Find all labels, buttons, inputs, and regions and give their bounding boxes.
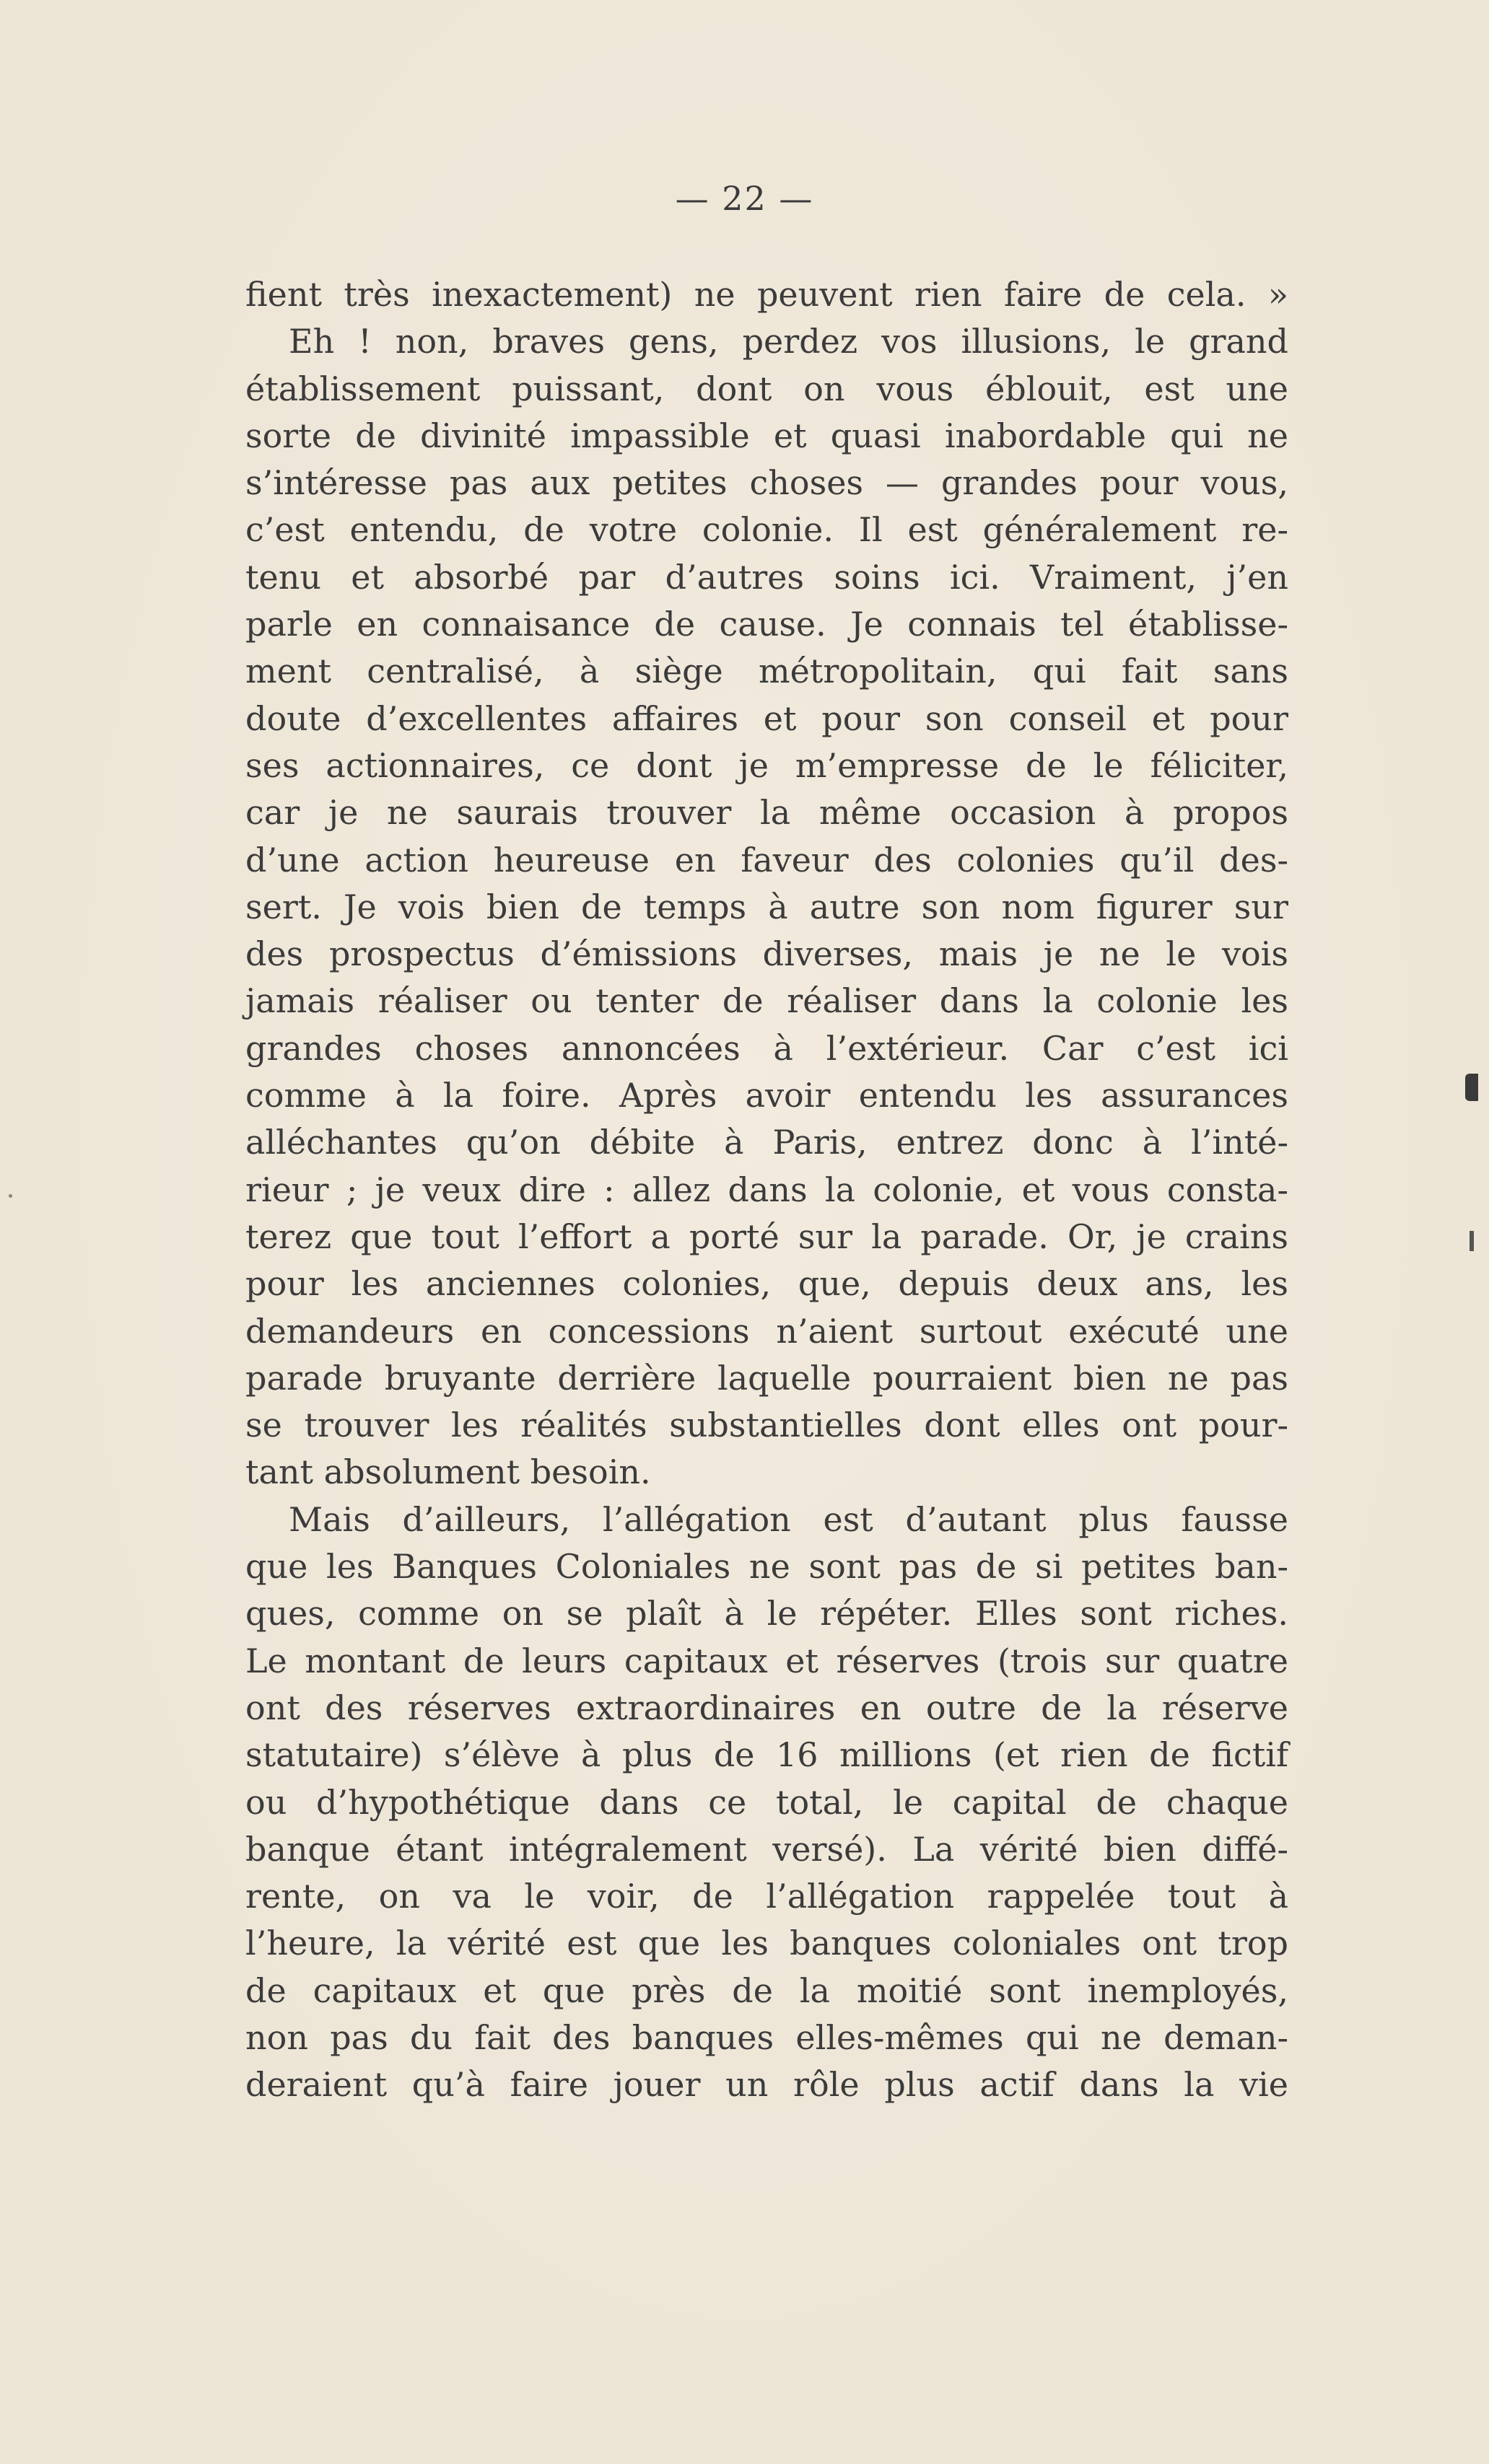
text-line: deraient qu’à faire jouer un rôle plus actif dans la vie bbox=[245, 2065, 1288, 2105]
body-text bbox=[245, 271, 1288, 2109]
text-line: c’est entendu, de votre colonie. Il est généralement re- bbox=[245, 510, 1288, 550]
text-line: Le montant de leurs capitaux et réserves (trois sur quatre bbox=[245, 1641, 1288, 1680]
text-line: des prospectus d’émissions diverses, mais je ne le vois bbox=[245, 934, 1288, 974]
text-line: Eh ! non, braves gens, perdez vos illusions, le grand bbox=[289, 322, 1288, 361]
text-line: ment centralisé, à siège métropolitain, qui fait sans bbox=[245, 652, 1288, 691]
margin-mark bbox=[1470, 1231, 1474, 1251]
text-line: tenu et absorbé par d’autres soins ici. Vraiment, j’en bbox=[245, 557, 1288, 597]
text-line: Mais d’ailleurs, l’allégation est d’autant plus fausse bbox=[289, 1499, 1288, 1539]
text-line: car je ne saurais trouver la même occasion à propos bbox=[245, 793, 1288, 833]
text-line: banque étant intégralement versé). La vérité bien diffé- bbox=[245, 1829, 1288, 1869]
text-line: alléchantes qu’on débite à Paris, entrez donc à l’inté- bbox=[245, 1123, 1288, 1162]
margin-mark bbox=[1465, 1074, 1478, 1101]
text-line: ou d’hypothétique dans ce total, le capital de chaque bbox=[245, 1782, 1288, 1822]
text-line: ses actionnaires, ce dont je m’empresse de le féliciter, bbox=[245, 745, 1288, 785]
text-line: sorte de divinité impassible et quasi inabordable qui ne bbox=[245, 416, 1288, 455]
text-line: que les Banques Coloniales ne sont pas de si petites ban- bbox=[245, 1547, 1288, 1587]
text-line: statutaire) s’élève à plus de 16 millions (et rien de fictif bbox=[245, 1735, 1288, 1775]
text-line: ont des réserves extraordinaires en outre de la réserve bbox=[245, 1688, 1288, 1727]
page-number: — 22 — bbox=[675, 179, 814, 218]
text-line: non pas du fait des banques elles-mêmes qui ne deman- bbox=[245, 2017, 1288, 2057]
text-line: parle en connaisance de cause. Je connais tel établisse- bbox=[245, 605, 1288, 644]
text-line: doute d’excellentes affaires et pour son conseil et pour bbox=[245, 698, 1288, 738]
text-line: sert. Je vois bien de temps à autre son nom figurer sur bbox=[245, 887, 1288, 926]
text-line: terez que tout l’effort a porté sur la parade. Or, je crains bbox=[245, 1216, 1288, 1256]
text-line: pour les anciennes colonies, que, depuis deux ans, les bbox=[245, 1264, 1288, 1304]
text-line: comme à la foire. Après avoir entendu les assurances bbox=[245, 1076, 1288, 1115]
text-line: rieur ; je veux dire : allez dans la colonie, et vous consta- bbox=[245, 1170, 1288, 1209]
text-line: de capitaux et que près de la moitié sont inemployés, bbox=[245, 1970, 1288, 2010]
text-line: rente, on va le voir, de l’allégation rappelée tout à bbox=[245, 1877, 1288, 1916]
text-line: se trouver les réalités substantielles dont elles ont pour- bbox=[245, 1406, 1288, 1445]
text-line: grandes choses annoncées à l’extérieur. Car c’est ici bbox=[245, 1028, 1288, 1068]
text-line: demandeurs en concessions n’aient surtout exécuté une bbox=[245, 1311, 1288, 1351]
text-line: l’heure, la vérité est que les banques coloniales ont trop bbox=[245, 1924, 1288, 1963]
text-line: parade bruyante derrière laquelle pourraient bien ne pas bbox=[245, 1358, 1288, 1398]
text-line: s’intéresse pas aux petites choses — grandes pour vous, bbox=[245, 463, 1288, 503]
text-line: établissement puissant, dont on vous éblouit, est une bbox=[245, 369, 1288, 408]
text-line: jamais réaliser ou tenter de réaliser dans la colonie les bbox=[245, 981, 1288, 1021]
text-line: tant absolument besoin. bbox=[245, 1452, 651, 1492]
text-line: d’une action heureuse en faveur des colonies qu’il des- bbox=[245, 840, 1288, 880]
text-line: fient très inexactement) ne peuvent rien faire de cela. » bbox=[245, 275, 1288, 314]
paper-speck bbox=[9, 1194, 12, 1198]
text-line: ques, comme on se plaît à le répéter. Elles sont riches. bbox=[245, 1594, 1288, 1634]
